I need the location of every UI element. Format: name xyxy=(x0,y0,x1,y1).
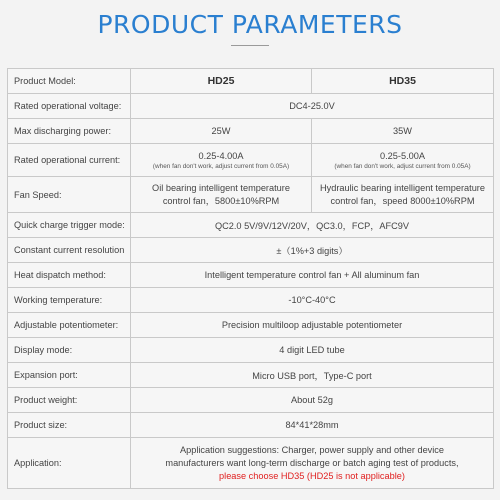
row-label: Application: xyxy=(8,438,131,489)
row-value: Precision multiloop adjustable potentiometer xyxy=(131,313,494,338)
table-row-quick-charge xyxy=(8,213,494,238)
row-label: Display mode: xyxy=(8,338,131,363)
row-value: ±（1%+3 digits） xyxy=(131,238,494,263)
table-row-voltage xyxy=(8,94,494,119)
fan-hd25 xyxy=(131,177,312,213)
row-value: -10°C-40°C xyxy=(131,288,494,313)
current-note: (when fan don't work, adjust current from 0.05A) xyxy=(152,162,290,170)
table-row-heat xyxy=(8,263,494,288)
table-row-port xyxy=(8,363,494,388)
row-value: Micro USB port，Type-C port xyxy=(131,363,494,388)
power-hd25: 25W xyxy=(131,119,312,144)
table-row-weight xyxy=(8,388,494,413)
current-hd25 xyxy=(131,144,312,177)
fan-line: control fan，speed 8000±10%RPM xyxy=(330,195,475,206)
row-label: Max discharging power: xyxy=(8,119,131,144)
row-label: Working temperature: xyxy=(8,288,131,313)
table-row-potentiometer xyxy=(8,313,494,338)
row-label: Constant current resolution xyxy=(8,238,131,263)
current-note: (when fan don't work, adjust current from 0.05A) xyxy=(334,162,471,170)
fan-line: control fan，5800±10%RPM xyxy=(162,195,280,206)
row-value: 84*41*28mm xyxy=(131,413,494,438)
current-value: 0.25-4.00A xyxy=(198,150,244,161)
row-label: Product size: xyxy=(8,413,131,438)
application-line: manufacturers want long-term discharge or batch aging test of products, xyxy=(165,457,459,468)
table-row-fan xyxy=(8,177,494,213)
table-row-resolution xyxy=(8,238,494,263)
title-section xyxy=(0,0,500,60)
row-label: Fan Speed: xyxy=(8,177,131,213)
row-label: Heat dispatch method: xyxy=(8,263,131,288)
table-row-application xyxy=(8,438,494,489)
row-value: DC4-25.0V xyxy=(131,94,494,119)
application-value xyxy=(131,438,494,489)
row-label: Product weight: xyxy=(8,388,131,413)
fan-line: Oil bearing intelligent temperature xyxy=(152,182,290,193)
row-label: Rated operational current: xyxy=(8,144,131,177)
row-label: Expansion port: xyxy=(8,363,131,388)
application-line: Application suggestions: Charger, power supply and other device xyxy=(179,444,445,455)
application-warning: please choose HD35 (HD25 is not applicable) xyxy=(219,470,405,481)
table-row-size xyxy=(8,413,494,438)
row-value: Intelligent temperature control fan + All aluminum fan xyxy=(131,263,494,288)
fan-line: Hydraulic bearing intelligent temperature xyxy=(320,182,485,193)
parameters-table xyxy=(7,68,494,489)
current-value: 0.25-5.00A xyxy=(380,150,425,161)
model-hd35: HD35 xyxy=(312,69,494,94)
page-title: PRODUCT PARAMETERS xyxy=(97,10,403,39)
table-row-display xyxy=(8,338,494,363)
row-value: About 52g xyxy=(131,388,494,413)
row-label: Product Model: xyxy=(8,69,131,94)
model-hd25: HD25 xyxy=(131,69,312,94)
row-value: 4 digit LED tube xyxy=(131,338,494,363)
power-hd35: 35W xyxy=(312,119,494,144)
title-divider xyxy=(231,45,269,46)
row-value: QC2.0 5V/9V/12V/20V，QC3.0，FCP，AFC9V xyxy=(131,213,494,238)
table-row-temperature xyxy=(8,288,494,313)
table-row-power xyxy=(8,119,494,144)
row-label: Adjustable potentiometer: xyxy=(8,313,131,338)
row-label: Quick charge trigger mode: xyxy=(8,213,131,238)
row-label: Rated operational voltage: xyxy=(8,94,131,119)
fan-hd35 xyxy=(312,177,494,213)
table-row-current xyxy=(8,144,494,177)
current-hd35 xyxy=(312,144,494,177)
table-row-model xyxy=(8,69,494,94)
